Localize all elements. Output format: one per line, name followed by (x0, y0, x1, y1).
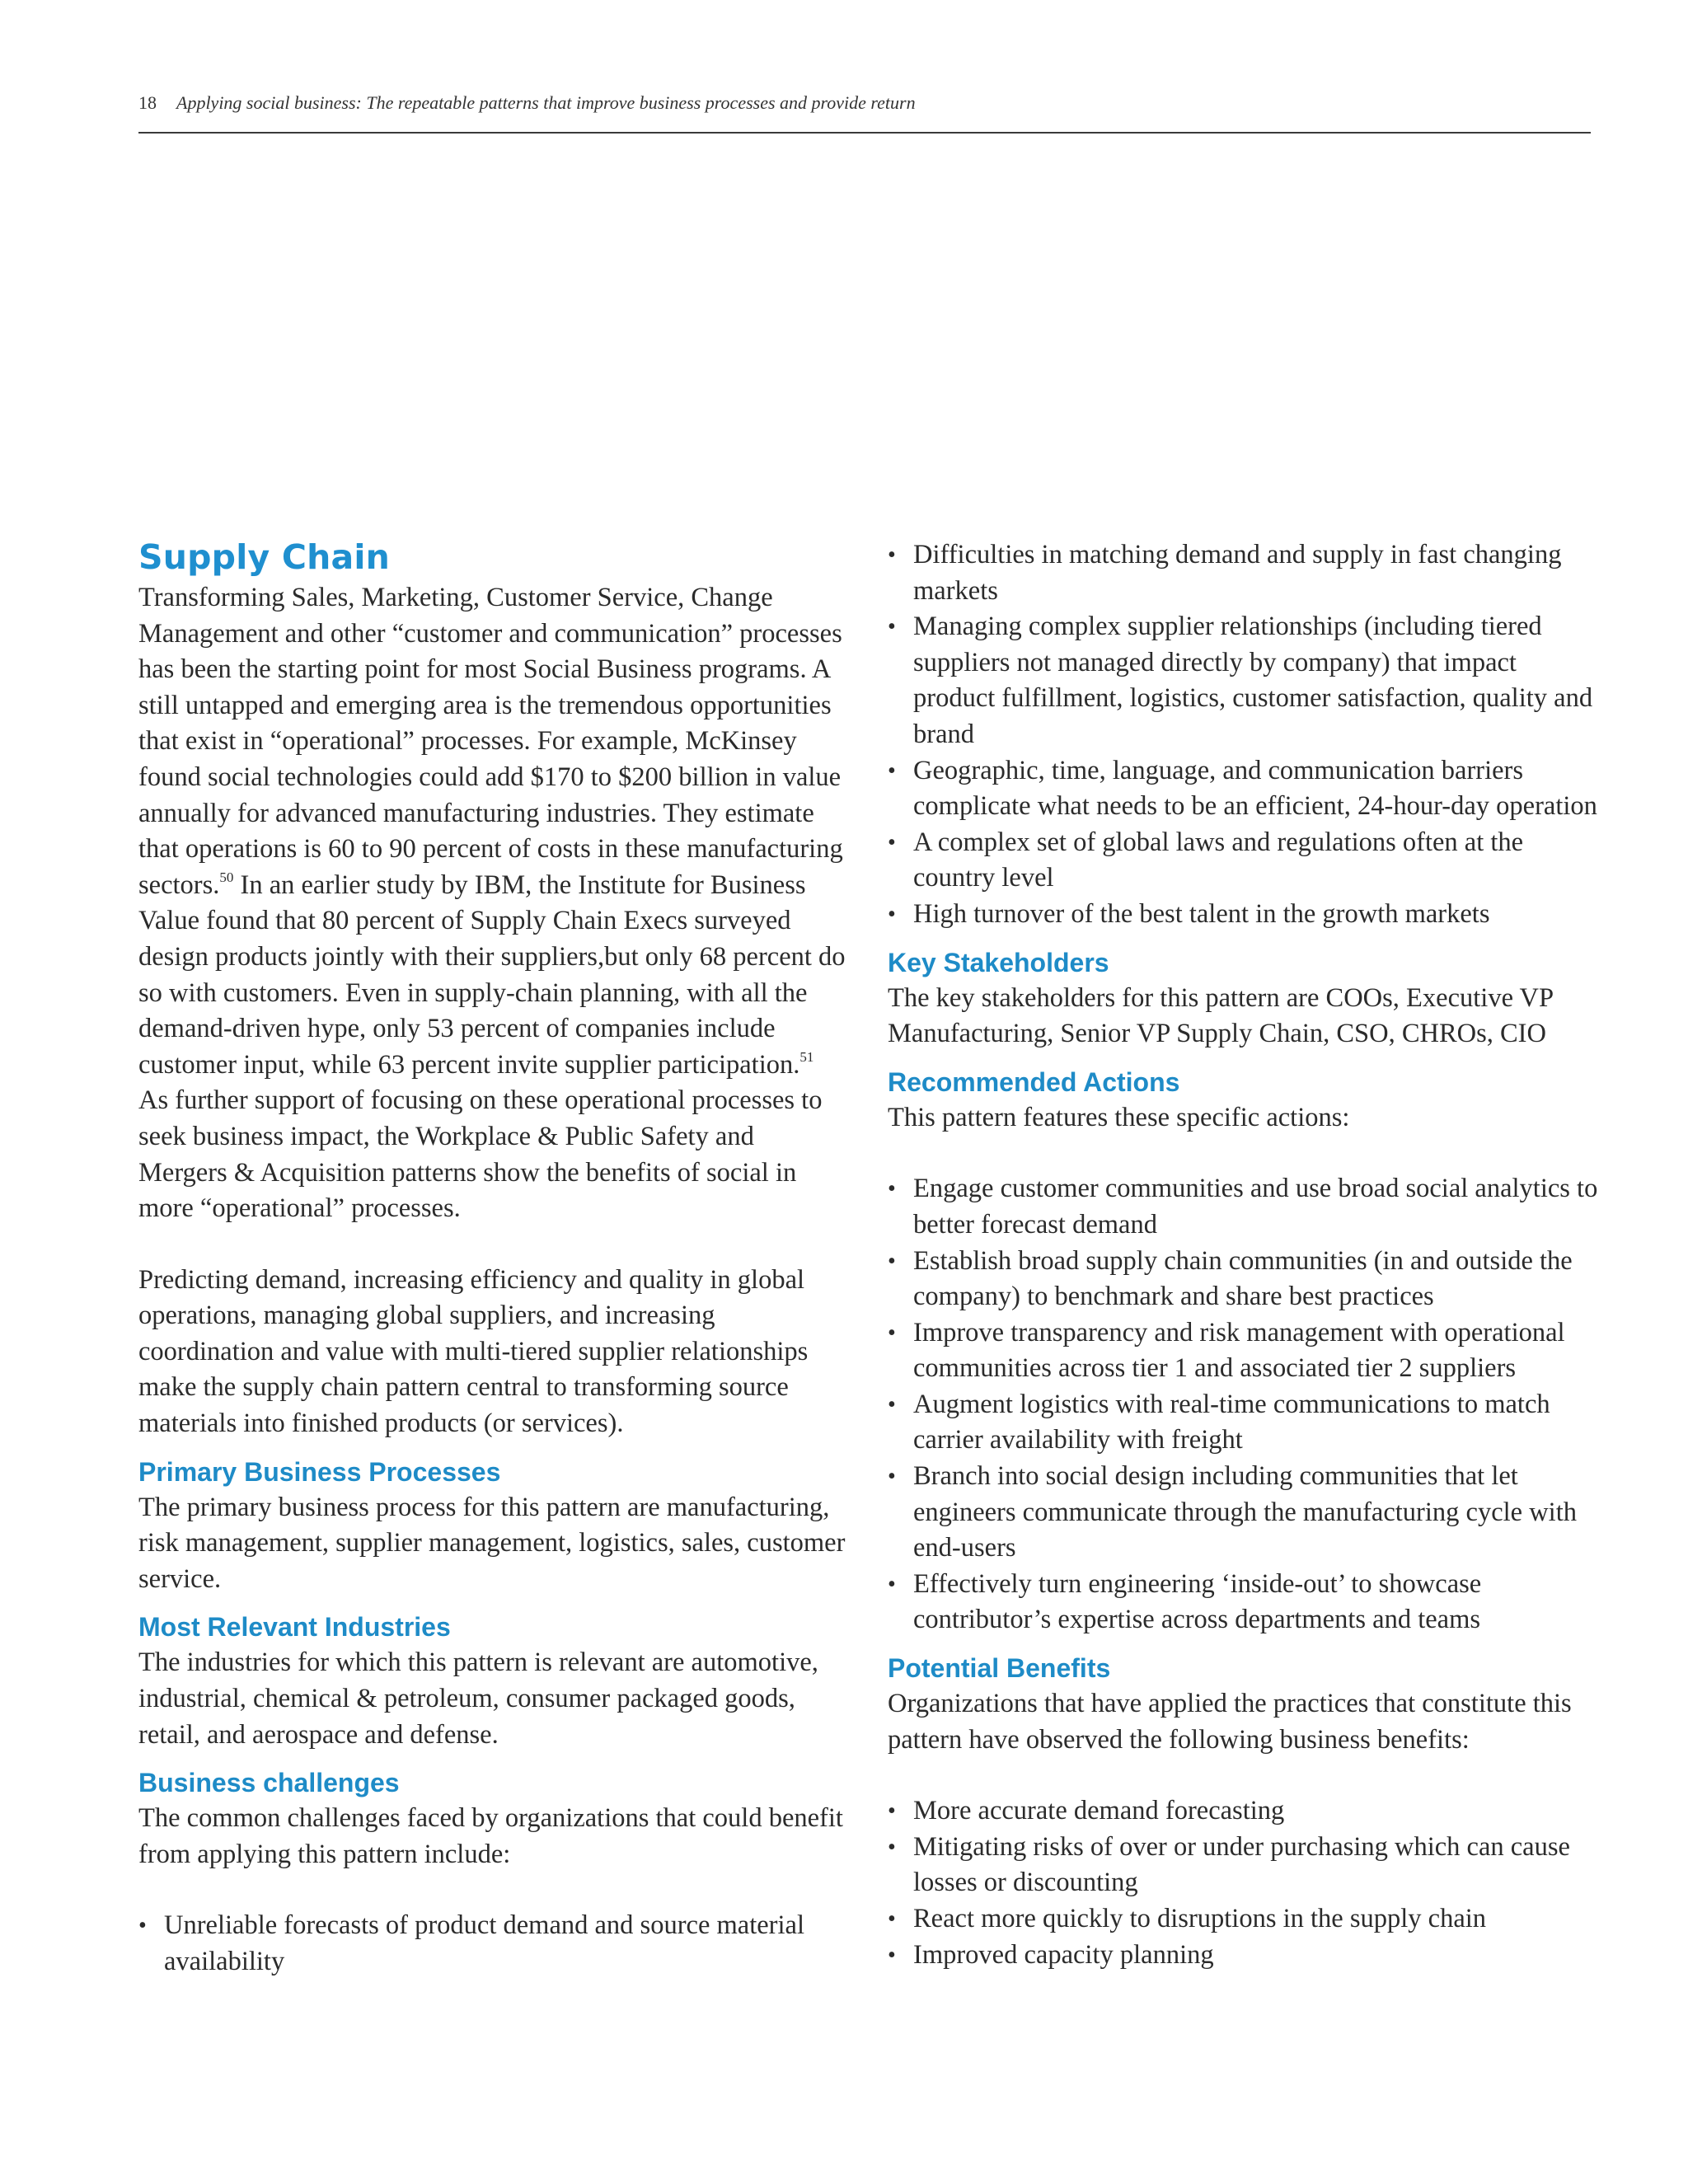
running-header (138, 92, 1591, 134)
list-item: • Geographic, time, language, and communication barriers complicate what needs to be an efficient, 24-hour-day operation (888, 753, 1598, 825)
industries-text: The industries for which this pattern is relevant are automotive, industrial, chemical & petroleum, consumer packaged goods, retail, and aerospace and defense. (138, 1647, 818, 1750)
actions-list (888, 1171, 1598, 1638)
challenges-text: The common challenges faced by organizations that could benefit from applying this pattern include: (138, 1803, 843, 1869)
list-item: • Augment logistics with real-time communications to match carrier availability with freight (888, 1387, 1598, 1459)
processes-heading: Primary Business Processes (138, 1456, 501, 1487)
intro-paragraph-2: Predicting demand, increasing efficiency and quality in global operations, managing global suppliers, and increasing coordination and value with multi-tiered supplier relationships make the supply chain pattern central to transforming source materials into finished products (or services). (138, 1264, 809, 1439)
footnote-ref: 50 (219, 869, 234, 885)
list-item: • Improve transparency and risk management with operational communities across tier 1 and associated tier 2 suppliers (888, 1315, 1598, 1387)
processes-text: The primary business process for this pattern are manufacturing, risk management, supplier management, logistics, sales, customer service. (138, 1492, 846, 1594)
list-item: • Unreliable forecasts of product demand and source material availability (138, 1908, 847, 1980)
list-item: • Engage customer communities and use broad social analytics to better forecast demand (888, 1171, 1598, 1243)
footnote-ref: 51 (799, 1048, 814, 1065)
list-item: • High turnover of the best talent in the growth markets (888, 897, 1598, 933)
list-item: • Branch into social design including communities that let engineers communicate through the manufacturing cycle with end-users (888, 1459, 1598, 1567)
list-item: • Managing complex supplier relationships (including tiered suppliers not managed directly by company) that impact product fulfillment, logistics, customer satisfaction, quality and brand (888, 609, 1598, 752)
list-item: • Effectively turn engineering ‘inside-out’ to showcase contributor’s expertise across departments and teams (888, 1567, 1598, 1638)
list-item: • Improved capacity planning (888, 1938, 1598, 1974)
challenges-list-left (138, 1908, 847, 1980)
actions-heading: Recommended Actions (888, 1066, 1180, 1097)
stakeholders-heading: Key Stakeholders (888, 947, 1109, 977)
list-item: • A complex set of global laws and regulations often at the country level (888, 825, 1598, 897)
page-number: 18 (138, 92, 157, 113)
section-title: Supply Chain (138, 537, 391, 577)
industries-heading: Most Relevant Industries (138, 1612, 451, 1643)
list-item: • React more quickly to disruptions in the supply chain (888, 1901, 1598, 1938)
challenges-heading: Business challenges (138, 1768, 400, 1798)
intro-paragraph: Transforming Sales, Marketing, Customer Service, Change Management and other “customer and communication” processes has been the starting point for most Social Business programs. A still untapped and emerging area is the tremendous opportunities that exist in “operational” processes. For example, McKinsey found social technologies could add $170 to $200 billion in value annually for advanced manufacturing industries. They estimate that operations is 60 to 90 percent of costs in these manufacturing sectors.$^{50}$ In an earlier study by IBM, the Institute for Business Value found that 80 percent of Supply Chain Execs surveyed design products jointly with their suppliers,but only 68 percent do so with customers. Even in supply-chain planning, with all the demand-driven hype, only 53 percent of companies include customer input, while 63 percent invite supplier participation.$^{51}$ As further support of focusing on these operational processes to seek business impact, the Workplace & Public Safety and Mergers & Acquisition patterns show the benefits of social in more “operational” processes. (138, 583, 846, 1224)
list-item: • Difficulties in matching demand and supply in fast changing markets (888, 537, 1598, 609)
actions-text: This pattern features these specific actions: (888, 1102, 1350, 1132)
left-column (138, 534, 847, 1980)
running-title: Applying social business: The repeatable patterns that improve business processes and provide return (176, 92, 916, 113)
stakeholders-text: The key stakeholders for this pattern are COOs, Executive VP Manufacturing, Senior VP Supply Chain, CSO, CHROs, CIO (888, 982, 1553, 1049)
benefits-heading: Potential Benefits (888, 1653, 1111, 1684)
list-item: • Establish broad supply chain communities (in and outside the company) to benchmark and share best practices (888, 1244, 1598, 1315)
right-column (888, 537, 1598, 1973)
challenges-list-right (888, 537, 1598, 933)
benefits-list (888, 1793, 1598, 1973)
list-item: • Mitigating risks of over or under purchasing which can cause losses or discounting (888, 1830, 1598, 1901)
benefits-text: Organizations that have applied the practices that constitute this pattern have observed the following business benefits: (888, 1689, 1572, 1755)
list-item: • More accurate demand forecasting (888, 1793, 1598, 1830)
